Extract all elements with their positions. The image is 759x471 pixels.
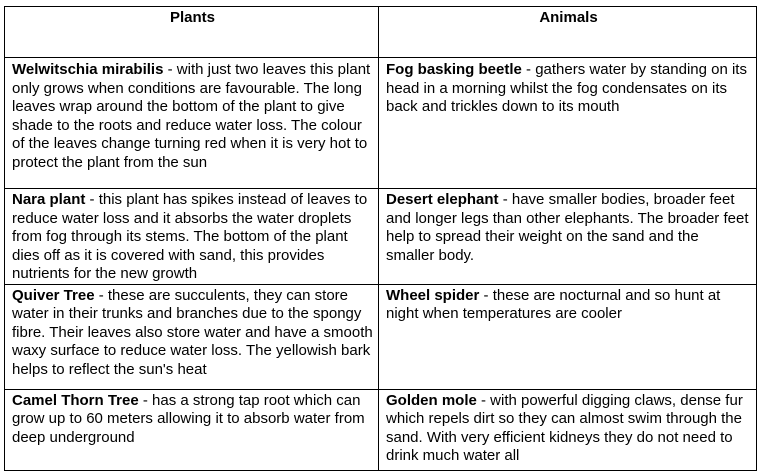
animal-name: Golden mole: [386, 391, 477, 409]
plant-description: - this plant has spikes instead of leaves to reduce water loss and it absorbs the water droplets from fog through its stems. The bottom of the plant dies off as it is covered with sand, this provides nutrients for the new growth: [12, 191, 368, 282]
adaptations-table: [4, 6, 757, 471]
column-header-plants: Plants: [5, 7, 379, 58]
plant-name: Camel Thorn Tree: [12, 391, 139, 409]
plant-cell: [5, 389, 379, 470]
plant-description: - these are succulents, they can store water in their trunks and branches due to the spongy fibre. Their leaves also store water and have a smooth waxy surface to reduce water loss. The yellowish bark helps to reflect the sun's heat: [12, 286, 373, 378]
animal-description: - with powerful digging claws, dense fur which repels dirt so they can almost swim through the sand. With very efficient kidneys they do not need to drink much water all: [386, 391, 743, 464]
animal-cell: [379, 189, 757, 285]
header-row: [5, 7, 757, 58]
table-row: [5, 389, 757, 470]
table-row: [5, 189, 757, 285]
animal-cell: [379, 284, 757, 389]
plant-description: - with just two leaves this plant only grows when conditions are favourable. The long leaves wrap around the bottom of the plant to give shade to the roots and reduce water loss. The colour of the leaves change turning red when it is very hot to protect the plant from the sun: [12, 61, 371, 171]
animal-description: - these are nocturnal and so hunt at night when temperatures are cooler: [386, 286, 721, 322]
plant-name: Quiver Tree: [12, 286, 95, 304]
animal-name: Fog basking beetle: [386, 61, 522, 78]
plant-cell: [5, 284, 379, 389]
animal-cell: [379, 58, 757, 189]
animal-description: - gathers water by standing on its head in a morning whilst the fog condensates on its back and trickles down to its mouth: [386, 61, 747, 115]
animal-name: Desert elephant: [386, 191, 499, 208]
table-row: [5, 284, 757, 389]
animal-description: - have smaller bodies, broader feet and longer legs than other elephants. The broader feet help to spread their weight on the sand and the smaller body.: [386, 191, 749, 264]
plant-cell: [5, 189, 379, 285]
animal-cell: [379, 389, 757, 470]
animal-name: Wheel spider: [386, 286, 480, 304]
table-row: [5, 58, 757, 189]
plant-name: Nara plant: [12, 191, 86, 208]
column-header-animals: Animals: [379, 7, 757, 58]
plant-name: Welwitschia mirabilis: [12, 61, 164, 78]
plant-cell: [5, 58, 379, 189]
plant-description: - has a strong tap root which can grow up to 60 meters allowing it to absorb water from deep underground: [12, 391, 365, 446]
